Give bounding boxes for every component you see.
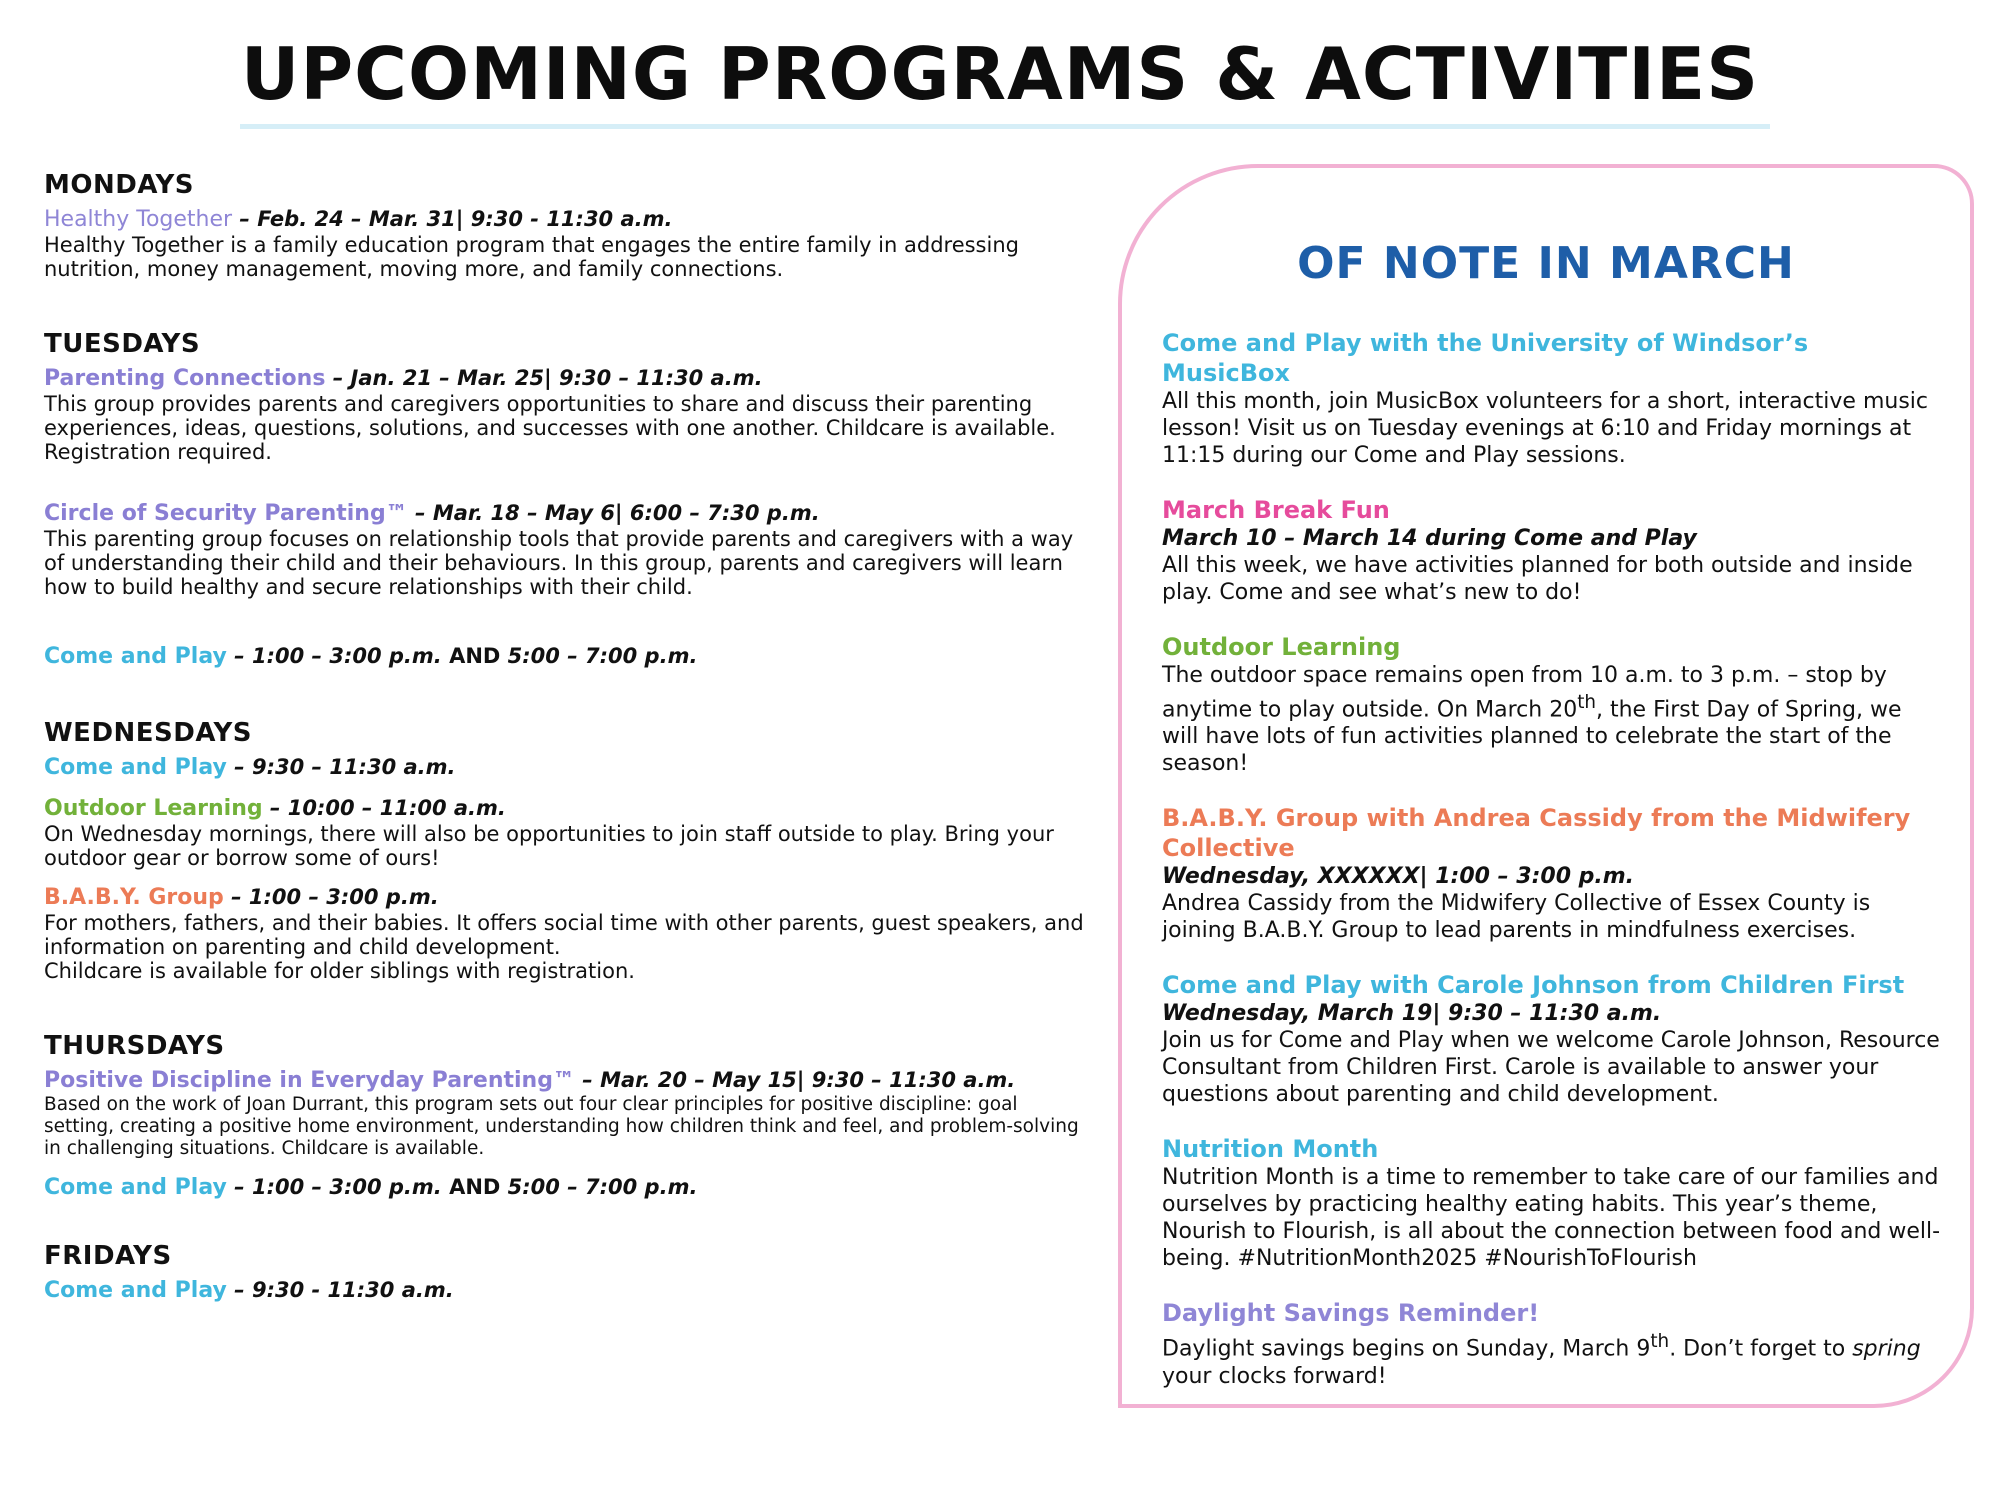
program-name: B.A.B.Y. Group — [44, 885, 224, 910]
note-heading: B.A.B.Y. Group with Andrea Cassidy from the Midwifery Collective — [1162, 804, 1911, 863]
mondays-section — [44, 170, 1084, 281]
program-description: Based on the work of Joan Durrant, this program sets out four clear principles for positive discipline: goal setting, creating a positive home environment, understanding how children think and feel, and problem-solving in challenging situations. Childcare is available. — [44, 1094, 1079, 1159]
note-heading: Daylight Savings Reminder! — [1162, 1299, 1540, 1328]
program-description: This parenting group focuses on relationship tools that provide parents and caregivers with a way of understanding their child and their behaviours. In this group, parents and caregivers will learn how to build healthy and secure relationships with their child. — [44, 527, 1074, 599]
program-name: Come and Play — [44, 644, 227, 669]
program-name: Outdoor Learning — [44, 796, 263, 821]
tuesdays-section — [44, 329, 1084, 670]
note-heading: March Break Fun — [1162, 496, 1390, 524]
program-schedule: – 1:00 – 3:00 p.m. — [223, 885, 439, 909]
ordinal-suffix: th — [1650, 1331, 1670, 1353]
note-heading: Outdoor Learning — [1162, 633, 1401, 661]
wednesdays-heading: WEDNESDAYS — [44, 718, 253, 748]
program-schedule: – Mar. 20 – May 15| 9:30 – 11:30 a.m. — [574, 1068, 1016, 1092]
program-name: Come and Play — [44, 1278, 227, 1303]
note-body: Join us for Come and Play when we welcome Carole Johnson, Resource Consultant from Children First. Carole is available to answer your questions about parenting and child development. — [1162, 1028, 1940, 1108]
program-schedule: – 9:30 - 11:30 a.m. — [226, 1278, 454, 1302]
program-schedule-connector: AND — [441, 644, 508, 668]
page-title: UPCOMING PROGRAMS & ACTIVITIES — [240, 32, 1760, 116]
program-name: Parenting Connections — [44, 366, 326, 391]
fridays-heading: FRIDAYS — [44, 1241, 172, 1271]
program-description: Healthy Together is a family education program that engages the entire family in addressing nutrition, money management, moving more, and family connections. — [44, 233, 1019, 281]
program-name: Circle of Security Parenting™ — [44, 501, 408, 526]
program-outdoor-learning — [44, 795, 1084, 870]
program-come-and-play — [44, 1174, 1084, 1201]
program-name: Come and Play — [44, 1175, 227, 1200]
program-positive-discipline — [44, 1067, 1084, 1160]
note-body: Nutrition Month is a time to remember to take care of our families and ourselves by practicing healthy eating habits. This year’s theme, Nourish to Flourish, is all about the connection between food and well-being. #NutritionMonth2025 #NourishToFlourish — [1162, 1165, 1941, 1272]
program-name: Come and Play — [44, 755, 227, 780]
thursdays-heading: THURSDAYS — [44, 1031, 225, 1061]
program-description: For mothers, fathers, and their babies. It offers social time with other parents, guest speakers, and information on parenting and child development. — [44, 911, 1084, 959]
note-body — [1162, 662, 1942, 777]
note-item-outdoor-learning — [1162, 632, 1942, 777]
note-body-part: The outdoor space remains open from 10 a.m. to 3 p.m. – stop by anytime to play outside. On March 20 — [1162, 663, 1887, 723]
note-list — [1162, 328, 1942, 1416]
note-schedule: Wednesday, March 19| 9:30 – 11:30 a.m. — [1162, 1001, 1662, 1027]
panel-title: OF NOTE IN MARCH — [1297, 238, 1795, 289]
note-item-nutrition-month — [1162, 1134, 1942, 1272]
note-body: All this month, join MusicBox volunteers for a short, interactive music lesson! Visit us on Tuesday evenings at 6:10 and Friday mornings at 11:15 during our Come and Play sessions. — [1162, 389, 1928, 468]
note-body — [1162, 1328, 1942, 1389]
note-body-part: , the First Day of Spring, we will have lots of fun activities planned to celebrate the start of the season! — [1162, 697, 1902, 777]
ordinal-suffix: th — [1577, 692, 1596, 713]
program-parenting-connections — [44, 365, 1084, 464]
program-schedule: 5:00 – 7:00 p.m. — [507, 1175, 698, 1199]
wednesdays-section — [44, 718, 1084, 983]
note-item-baby-group-midwifery — [1162, 803, 1942, 944]
program-come-and-play — [44, 643, 1084, 670]
note-schedule: March 10 – March 14 during Come and Play — [1162, 526, 1697, 551]
note-item-carole-johnson — [1162, 970, 1942, 1108]
program-name: Positive Discipline in Everyday Parenting™ — [44, 1068, 575, 1093]
note-item-march-break — [1162, 495, 1942, 606]
mondays-heading: MONDAYS — [44, 170, 195, 200]
note-body: All this week, we have activities planned for both outside and inside play. Come and see what’s new to do! — [1162, 553, 1913, 605]
note-emphasis: spring — [1852, 1336, 1921, 1362]
note-body-part: your clocks forward! — [1162, 1363, 1387, 1389]
note-body-part: Daylight savings begins on Sunday, March 9 — [1162, 1336, 1651, 1362]
of-note-panel — [1118, 164, 1974, 1408]
program-come-and-play — [44, 1277, 1084, 1304]
title-divider — [240, 124, 1770, 129]
note-body-part: . Don’t forget to — [1669, 1336, 1853, 1362]
thursdays-section — [44, 1031, 1084, 1201]
note-heading: Nutrition Month — [1162, 1135, 1379, 1164]
note-heading: Come and Play with Carole Johnson from Children First — [1162, 971, 1905, 1000]
program-schedule: – 10:00 – 11:00 a.m. — [262, 796, 506, 820]
program-schedule: 5:00 – 7:00 p.m. — [507, 644, 698, 668]
program-healthy-together — [44, 206, 1084, 281]
program-schedule: – Jan. 21 – Mar. 25| 9:30 – 11:30 a.m. — [325, 366, 763, 390]
program-circle-of-security — [44, 500, 1084, 599]
program-come-and-play — [44, 754, 1084, 781]
note-heading: Come and Play with the University of Windsor’s MusicBox — [1162, 329, 1809, 387]
note-schedule: Wednesday, XXXXXX| 1:00 – 3:00 p.m. — [1162, 864, 1635, 890]
program-schedule: – 1:00 – 3:00 p.m. — [226, 644, 442, 668]
fridays-section — [44, 1241, 1084, 1304]
program-baby-group — [44, 884, 1084, 983]
program-description-note: Childcare is available for older siblings with registration. — [44, 959, 635, 983]
program-schedule: – Mar. 18 – May 6| 6:00 – 7:30 p.m. — [407, 501, 820, 525]
program-description: On Wednesday mornings, there will also be opportunities to join staff outside to play. Bring your outdoor gear or borrow some of ours! — [44, 822, 1054, 870]
program-schedule: – 1:00 – 3:00 p.m. — [226, 1175, 442, 1199]
program-description: This group provides parents and caregivers opportunities to share and discuss their parenting experiences, ideas, questions, solutions, and successes with one another. Childcare is available. Registration required. — [44, 392, 1056, 464]
tuesdays-heading: TUESDAYS — [44, 329, 201, 359]
program-schedule: – Feb. 24 – Mar. 31| 9:30 - 11:30 a.m. — [232, 207, 673, 231]
note-item-musicbox — [1162, 328, 1942, 469]
weekly-schedule — [44, 170, 1084, 1352]
note-body: Andrea Cassidy from the Midwifery Collective of Essex County is joining B.A.B.Y. Group to lead parents in mindfulness exercises. — [1162, 891, 1871, 944]
program-name: Healthy Together — [44, 207, 233, 232]
program-schedule: – 9:30 – 11:30 a.m. — [226, 755, 456, 779]
note-item-daylight-savings — [1162, 1298, 1942, 1389]
program-schedule-connector: AND — [441, 1175, 508, 1199]
